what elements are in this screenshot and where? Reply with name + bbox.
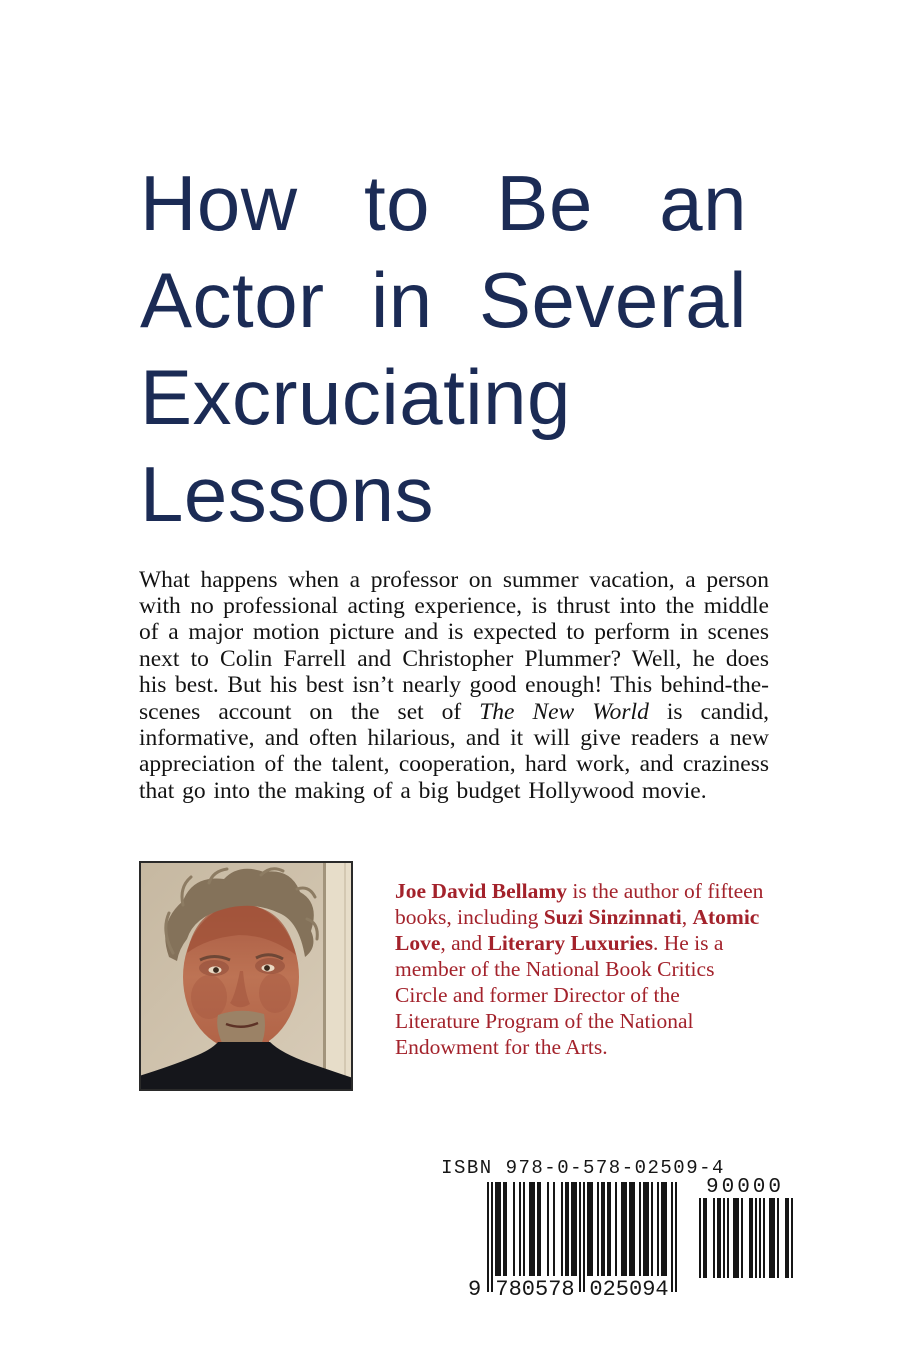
synopsis-paragraph xyxy=(139,567,769,805)
author-bio xyxy=(395,878,767,1060)
text-segment: , xyxy=(681,904,693,929)
book-title xyxy=(140,155,747,543)
text-segment: The New World xyxy=(479,698,649,725)
author-headshot-illustration xyxy=(139,861,353,1091)
title-word: Be xyxy=(496,159,593,247)
title-line: Excruciating xyxy=(140,353,571,441)
author-photo xyxy=(139,861,353,1091)
text-segment: Suzi Sinzinnati xyxy=(543,904,682,929)
title-line: Lessons xyxy=(140,450,435,538)
text-segment: , and xyxy=(440,930,488,955)
barcode-digits-right-group: 025094 xyxy=(589,1277,669,1302)
price-code-label: 90000 xyxy=(705,1176,784,1199)
isbn-number-label: ISBN 978-0-578-02509-4 xyxy=(441,1157,725,1179)
barcode-digit-leading: 9 xyxy=(468,1277,482,1302)
title-word: How xyxy=(140,159,298,247)
text-segment: . He is a member of the National Book Critics Circle and former Director of the Literature Program of the National Endowment for the Arts. xyxy=(395,930,724,1059)
text-segment: Joe David Bellamy xyxy=(395,878,567,903)
barcode-digits-left-group: 780578 xyxy=(495,1277,575,1302)
title-line xyxy=(140,155,747,252)
title-word: Several xyxy=(479,256,747,344)
title-word: to xyxy=(363,159,431,247)
title-word: Actor xyxy=(140,256,325,344)
ean5-supplement-barcode xyxy=(697,1198,793,1278)
text-segment: Atomic Love xyxy=(395,904,760,955)
text-segment: is candid, informative, and often hilarious, and it will give readers a new appreciation of the talent, cooperation, hard work, and craziness that go into the making of a big budget Hollywood movie. xyxy=(139,698,769,804)
isbn-barcode-block xyxy=(440,1155,810,1330)
text-segment: Literary Luxuries xyxy=(487,930,653,955)
title-word: an xyxy=(659,159,747,247)
title-word: in xyxy=(370,256,433,344)
text-segment: What happens when a professor on summer vacation, a person with no professional acting experience, is thrust into the middle of a major motion picture and is expected to perform in scenes next to Colin Farrell and Christopher Plummer? Well, he does his best. But his best isn’t nearly good enough! This behind-the-scenes account on the set of xyxy=(139,566,769,725)
text-segment: is the author of fifteen books, including xyxy=(395,878,764,929)
title-line xyxy=(140,252,747,349)
